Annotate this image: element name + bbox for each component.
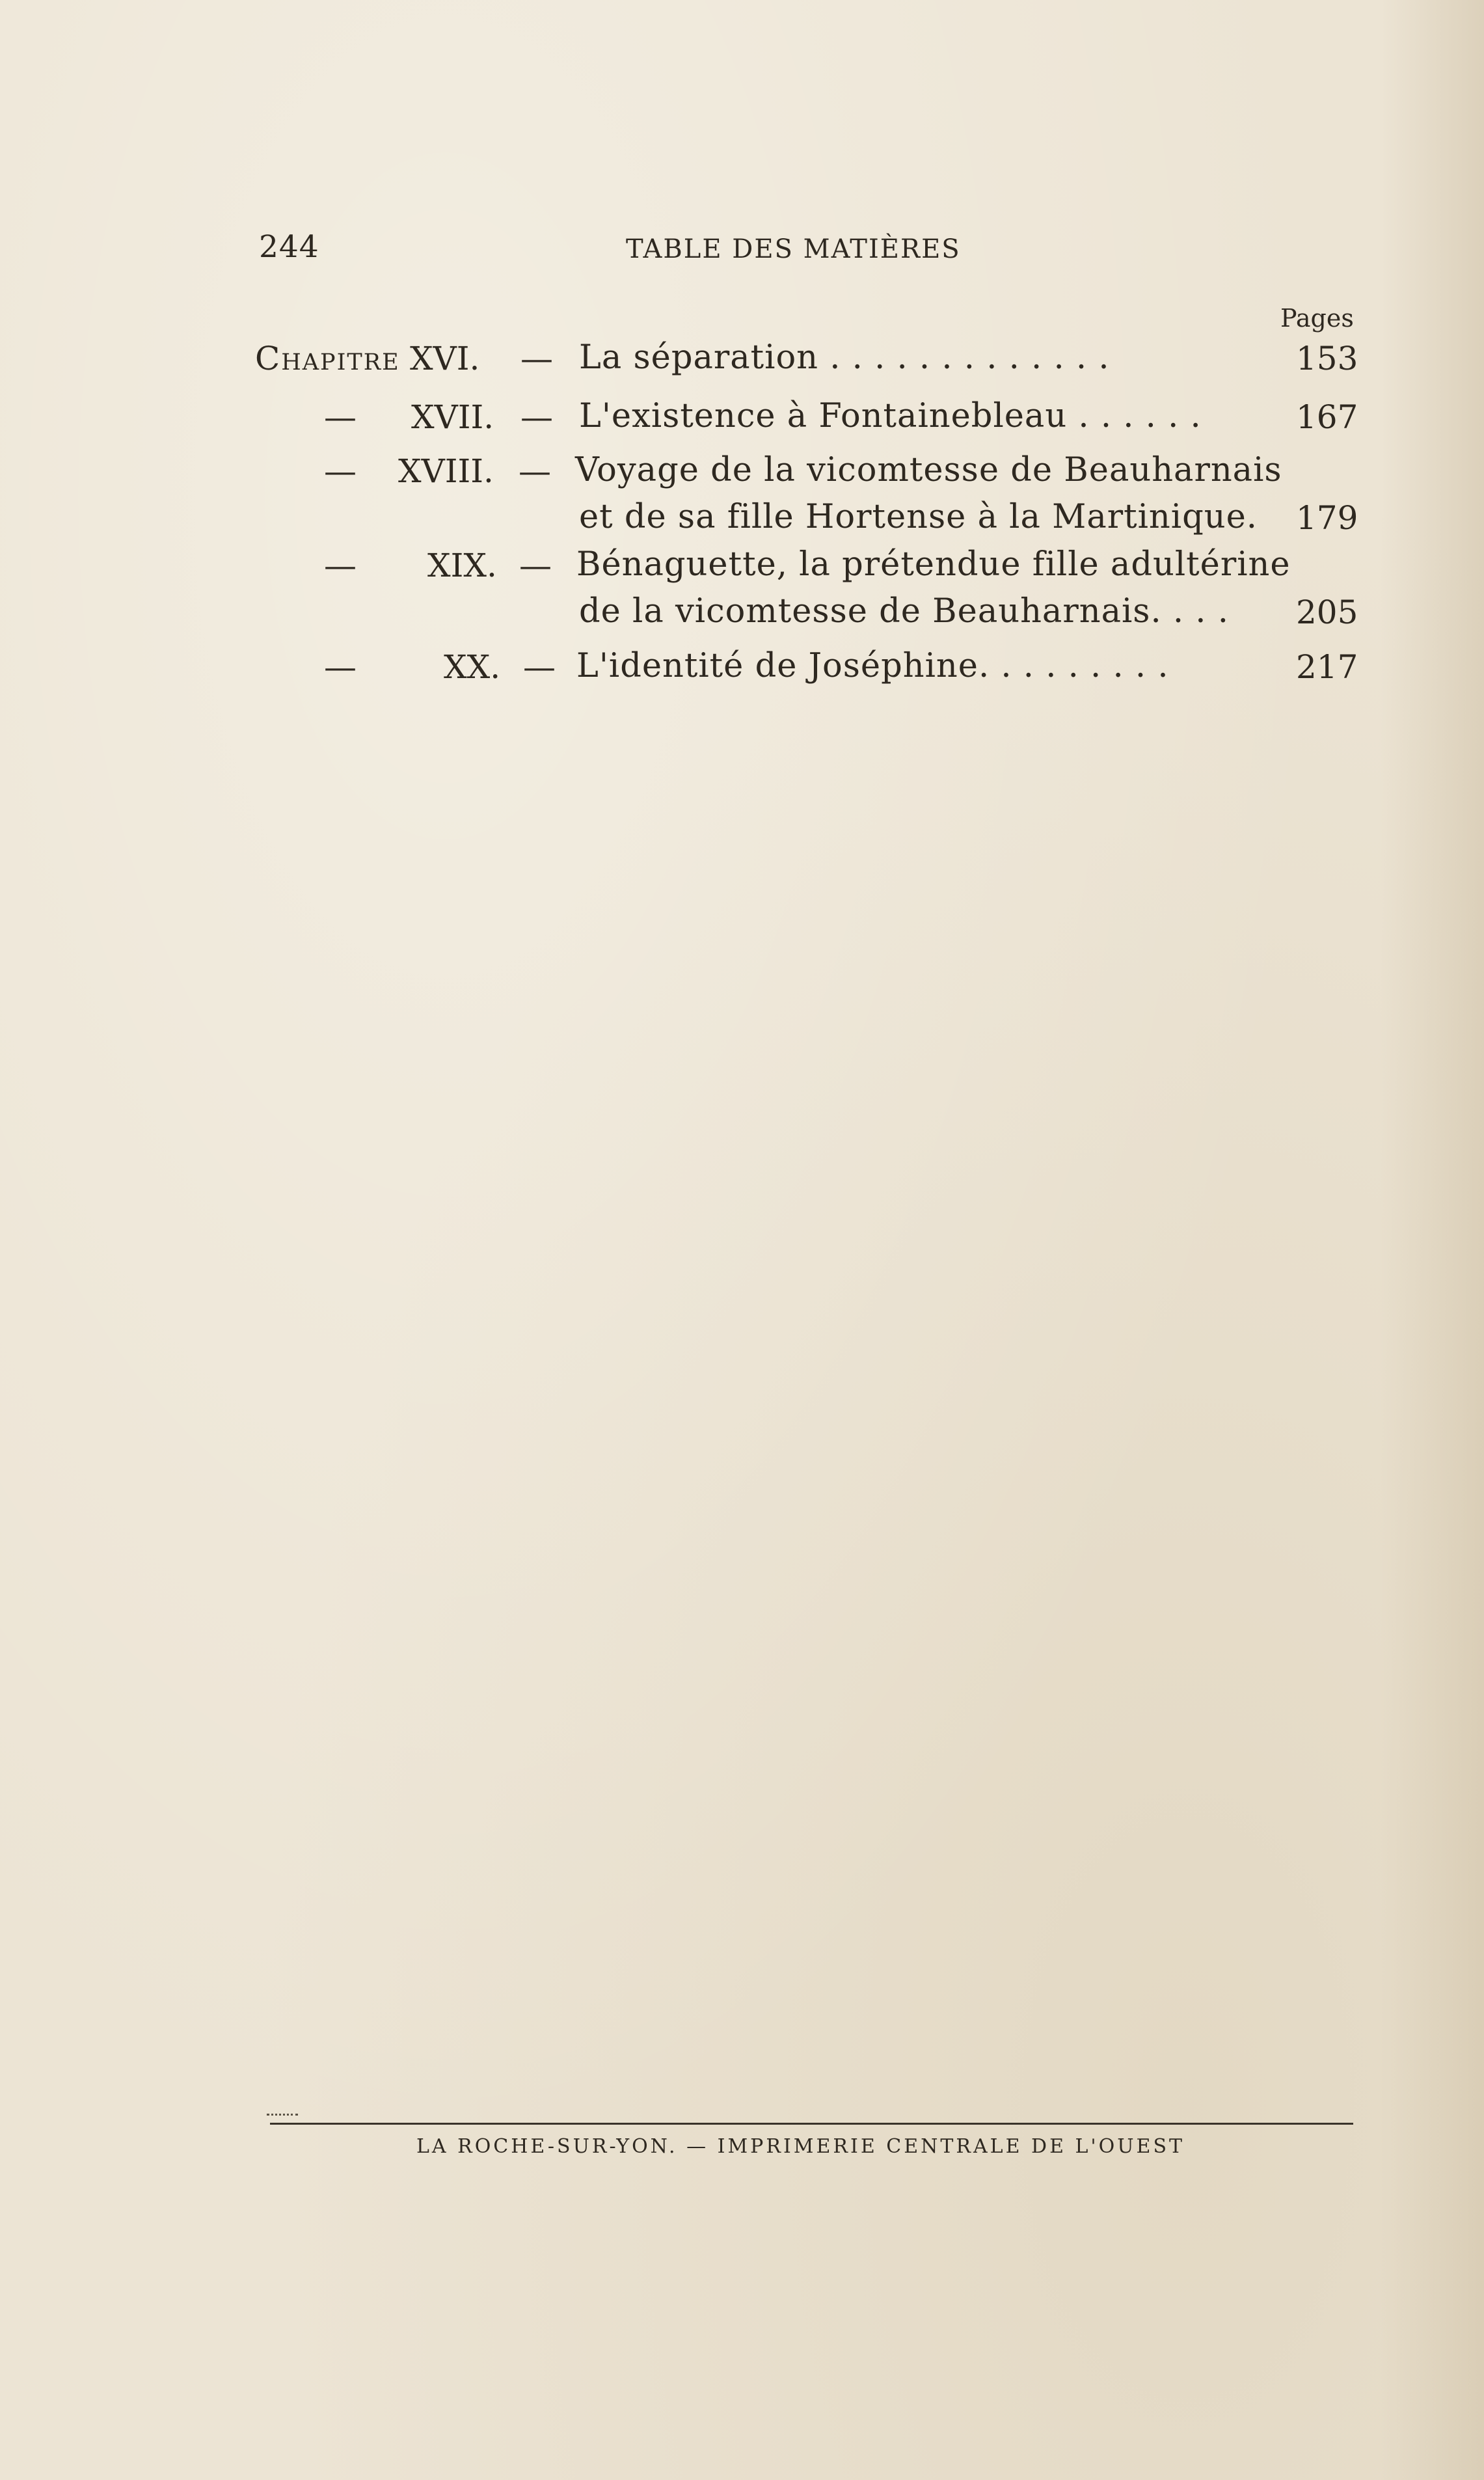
chapter-lead-label: Chapitre bbox=[255, 340, 400, 377]
chapter-dash: — bbox=[520, 398, 553, 436]
chapter-dash: — bbox=[520, 340, 553, 377]
chapter-title-line-1: Voyage de la vicomtesse de Beauharnais bbox=[575, 451, 1282, 489]
chapter-title-line-2: et de sa fille Hortense à la Martinique. bbox=[579, 498, 1258, 536]
printer-imprint: LA ROCHE-SUR-YON. — IMPRIMERIE CENTRALE DE L'OUEST bbox=[416, 2135, 1185, 2158]
chapter-lead-dash: — bbox=[324, 452, 357, 490]
chapter-lead-dash: — bbox=[324, 648, 357, 686]
chapter-title-line-1: Bénaguette, la prétendue fille adultérine bbox=[576, 545, 1291, 584]
chapter-page-ref: 179 bbox=[1296, 499, 1358, 537]
chapter-numeral: XVI. bbox=[410, 340, 480, 377]
chapter-numeral: XVIII. bbox=[398, 452, 494, 490]
chapter-dash: — bbox=[519, 452, 551, 490]
chapter-page-ref: 217 bbox=[1296, 648, 1358, 686]
chapter-dash: — bbox=[519, 547, 552, 584]
chapter-page-ref: 205 bbox=[1296, 593, 1358, 631]
page-number: 244 bbox=[259, 229, 319, 265]
chapter-lead-dash: — bbox=[324, 398, 357, 436]
chapter-title: La séparation . . . . . . . . . . . . . bbox=[579, 338, 1110, 377]
rule-ornament bbox=[267, 2114, 298, 2127]
chapter-title: L'existence à Fontainebleau . . . . . . bbox=[579, 397, 1202, 435]
chapter-title: L'identité de Joséphine. . . . . . . . . bbox=[576, 647, 1169, 685]
chapter-numeral: XVII. bbox=[411, 398, 494, 436]
chapter-lead-dash: — bbox=[324, 547, 357, 584]
chapter-numeral: XIX. bbox=[427, 547, 497, 584]
chapter-numeral: XX. bbox=[444, 648, 501, 686]
chapter-page-ref: 153 bbox=[1296, 340, 1358, 377]
running-head: TABLE DES MATIÈRES bbox=[626, 234, 961, 264]
chapter-dash: — bbox=[523, 648, 556, 686]
chapter-page-ref: 167 bbox=[1296, 398, 1358, 436]
pages-column-label: Pages bbox=[1280, 304, 1354, 333]
chapter-title-line-2: de la vicomtesse de Beauharnais. . . . bbox=[579, 592, 1229, 631]
footer-rule bbox=[270, 2123, 1353, 2125]
